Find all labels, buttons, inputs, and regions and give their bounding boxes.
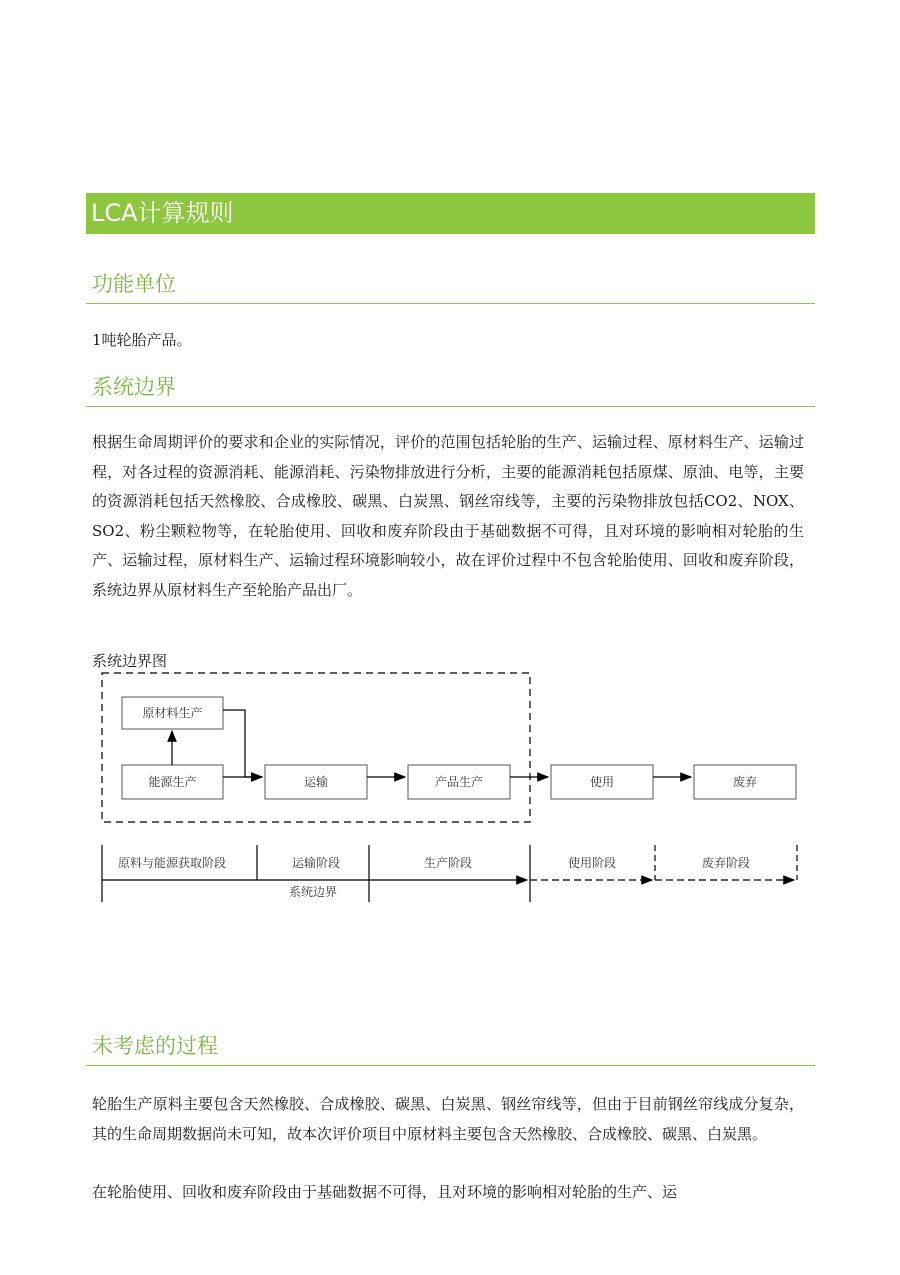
node-use [551,765,653,799]
page-banner-title: LCA计算规则 [86,193,815,234]
node-disposal [694,765,796,799]
node-production-label: 产品生产 [434,775,484,789]
excluded-paragraph-2: 在轮胎使用、回收和废弃阶段由于基础数据不可得，且对环境的影响相对轮胎的生产、运 [92,1183,678,1201]
stage-raw-energy-label: 原料与能源获取阶段 [117,856,227,870]
node-transport [265,765,367,799]
figure-title: 系统边界图 [92,652,168,670]
functional-unit-text: 1吨轮胎产品。 [92,331,192,349]
stage-use-label: 使用阶段 [567,856,617,870]
node-energy [122,765,223,799]
stage-timeline [102,845,797,902]
stage-production-label: 生产阶段 [423,856,473,870]
excluded-paragraph-1: 轮胎生产原料主要包含天然橡胶、合成橡胶、碳黑、白炭黑、钢丝帘线等，但由于目前钢丝帘线成分复杂，其的生命周期数据尚未可知，故本次评价项目中原材料主要包含天然橡胶、合成橡胶、碳黑、白炭黑。 [92,1095,804,1143]
node-raw-material [122,697,223,729]
system-boundary-text: 根据生命周期评价的要求和企业的实际情况，评价的范围包括轮胎的生产、运输过程、原材料生产、运输过程，对各过程的资源消耗、能源消耗、污染物排放进行分析，主要的能源消耗包括原煤、原油、电等，主要的资源消耗包括天然橡胶、合成橡胶、碳黑、白炭黑、钢丝帘线等，主要的污染物排放包括CO2、NOX、SO2、粉尘颗粒物等，在轮胎使用、回收和废弃阶段由于基础数据不可得，且对环境的影响相对轮胎的生产、运输过程，原材料生产、运输过程环境影响较小，故在评价过程中不包含轮胎使用、回收和废弃阶段，系统边界从原材料生产至轮胎产品出厂。 [92,433,804,599]
node-use-label: 使用 [589,775,615,789]
node-transport-label: 运输 [303,775,329,789]
node-raw-material-label: 原材料生产 [142,706,203,720]
stage-transport-label: 运输阶段 [291,856,341,870]
node-production [408,765,510,799]
boundary-label: 系统边界 [288,885,338,899]
boundary-box [102,673,530,822]
heading-system-boundary: 系统边界 [86,371,815,407]
node-disposal-label: 废弃 [732,775,758,789]
heading-excluded-processes: 未考虑的过程 [86,1030,815,1066]
heading-functional-unit: 功能单位 [86,268,815,304]
node-energy-label: 能源生产 [148,775,197,789]
stage-disposal-label: 废弃阶段 [701,856,751,870]
